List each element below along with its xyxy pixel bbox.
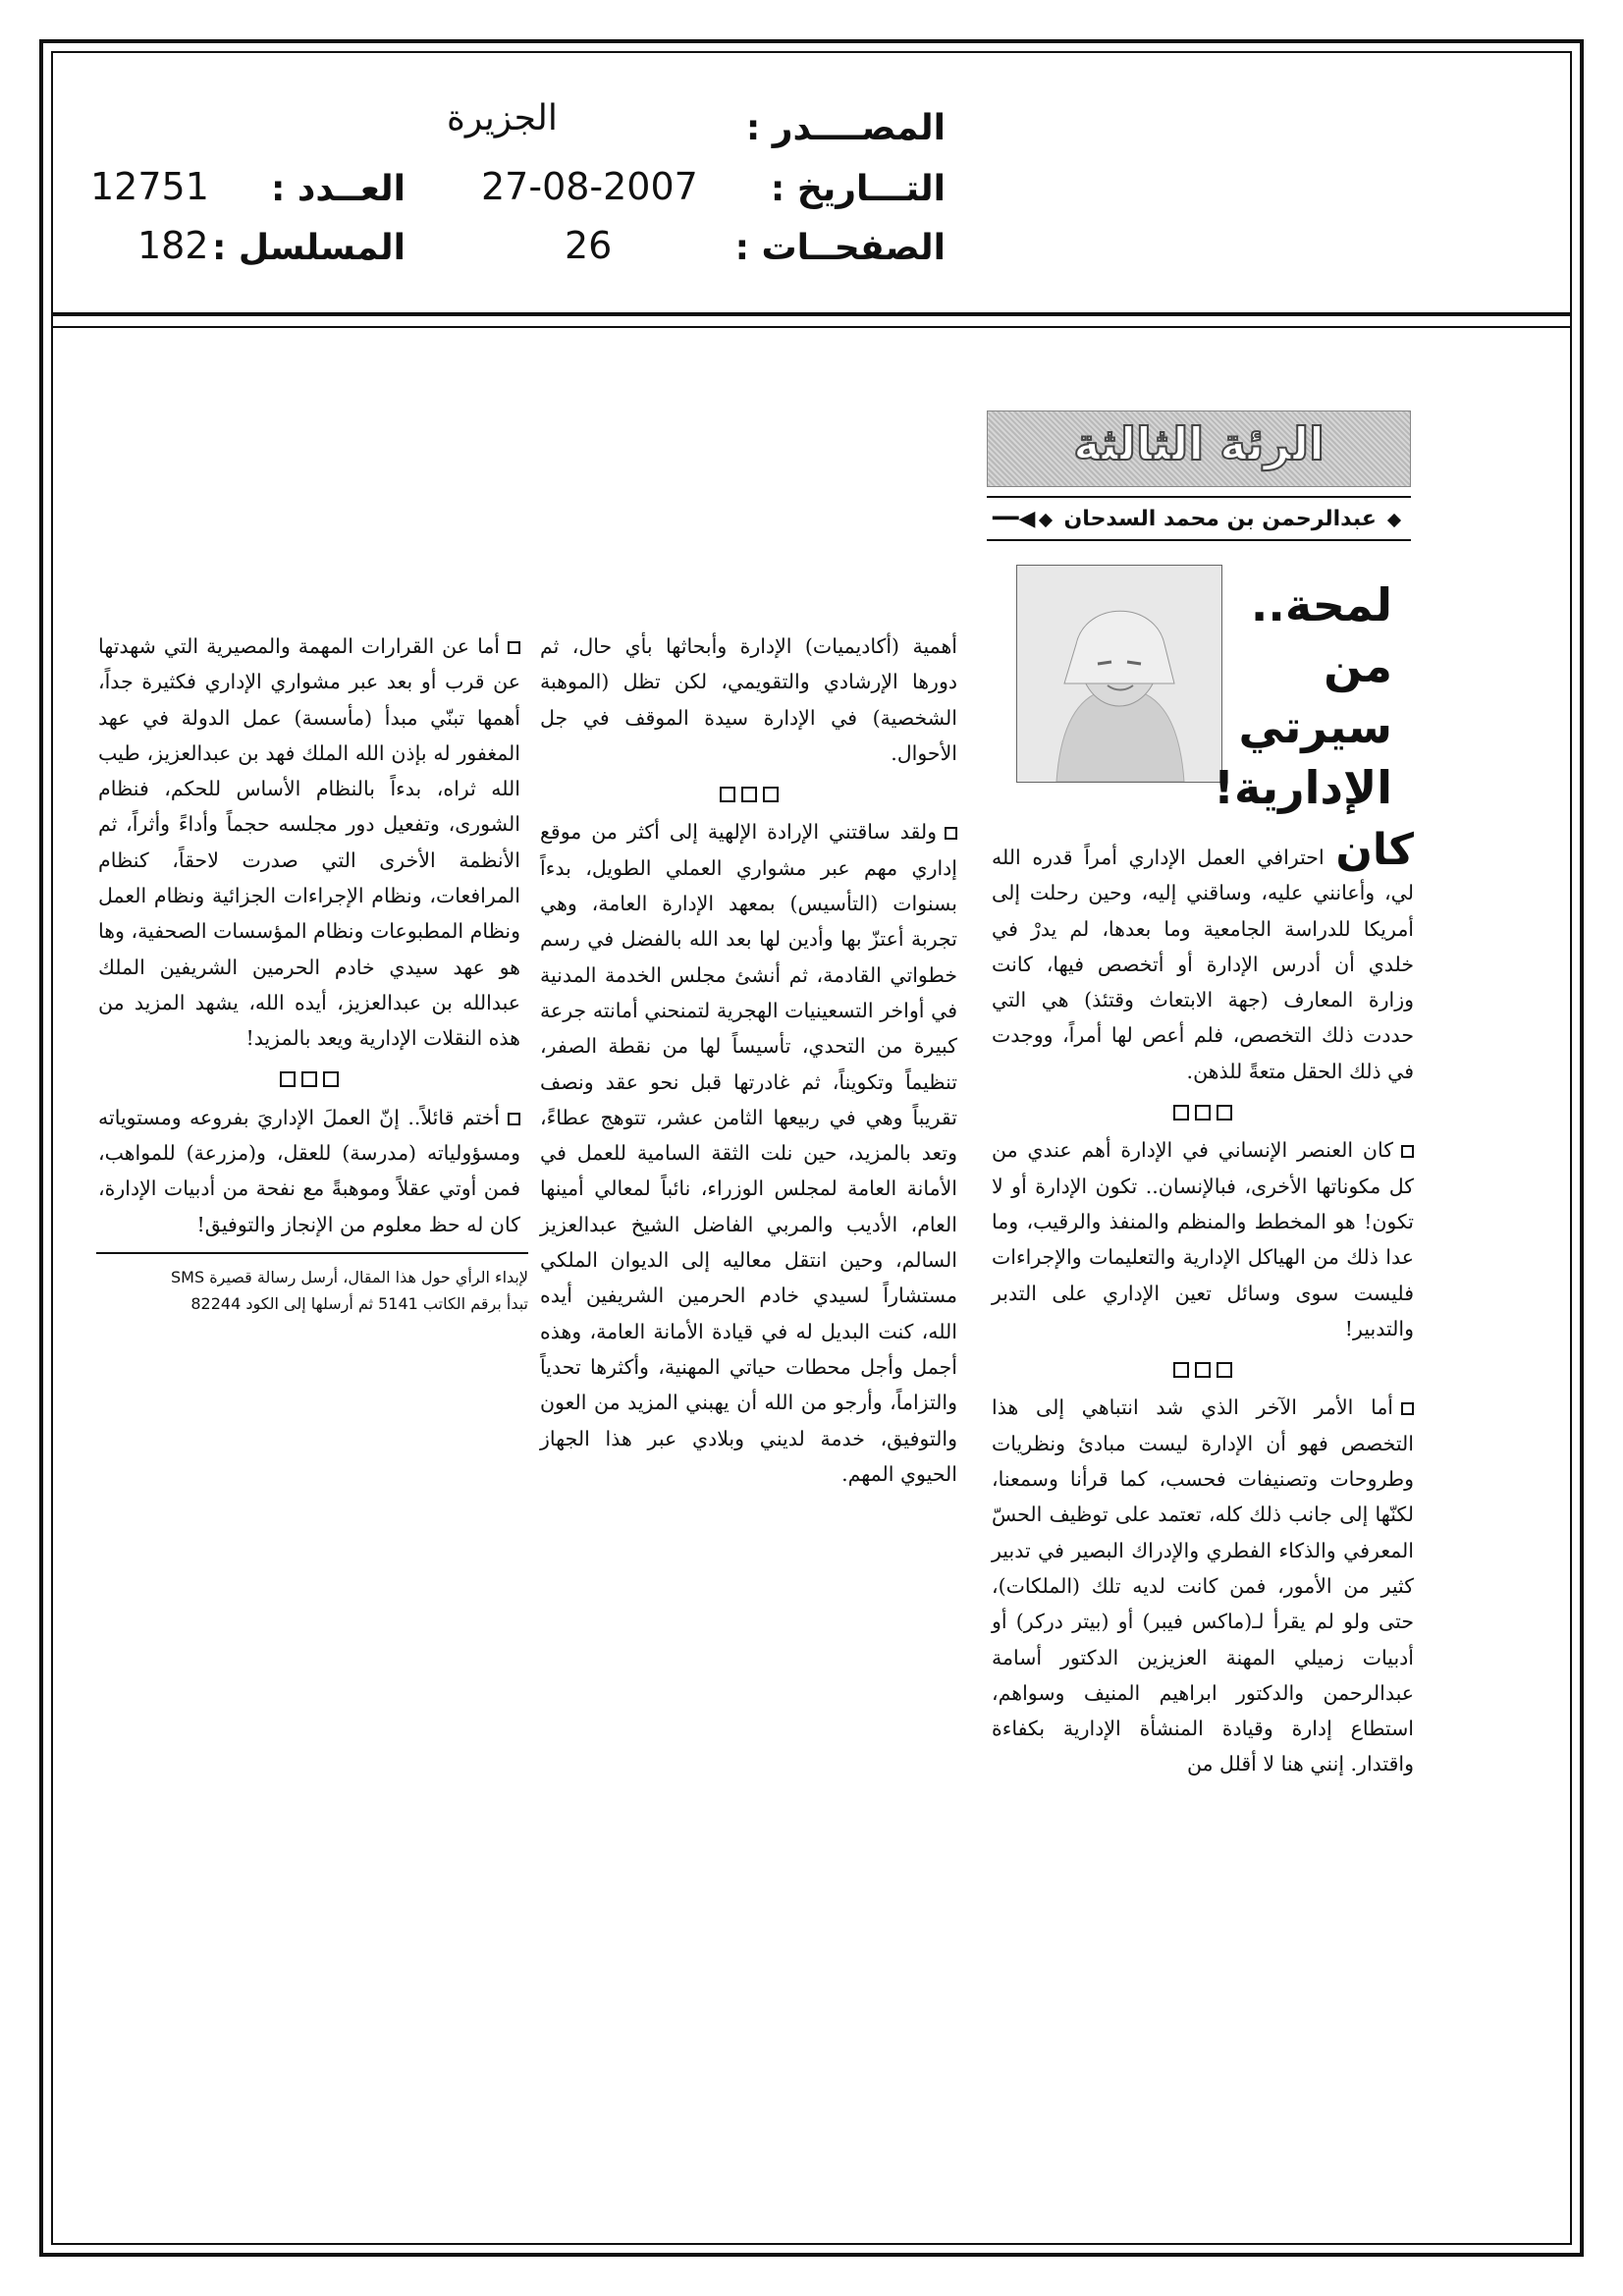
- byline-left-decoration: [993, 507, 1056, 531]
- paragraph: [540, 629, 957, 771]
- paragraph: [992, 1390, 1414, 1781]
- source-value: الجزيرة: [447, 98, 558, 138]
- paragraph: [98, 1100, 520, 1242]
- headline-line-2: الإدارية!: [1213, 761, 1392, 814]
- paragraph-text: أهمية (أكاديميات) الإدارة وأبحاثها بأي حال، ثم دورها الإرشادي والتقويمي، لكن تظل (الموهبة الشخصية) في الإدارة سيدة الموقف في جل الأحوال.: [540, 634, 957, 765]
- section-separator: [992, 1350, 1414, 1386]
- header-divider-thin: [51, 326, 1572, 328]
- paragraph: [992, 825, 1414, 1089]
- bullet-square-icon: [508, 1113, 520, 1125]
- paragraph-text: أما عن القرارات المهمة والمصيرية التي شهدتها عن قرب أو بعد عبر مشواري الإداري فكثيرة جداً، أهمها تبنّي مبدأ (مأسسة) عمل الدولة في عهد المغفور له بإذن الله الملك فهد بن عبدالعزيز، طيب الله ثراه، بدءاً بالنظام الأساس للحكم، فنظام الشورى، وتفعيل دور مجلسه حجماً وأداءً وأثراً، ثم الأنظمة الأخرى التي صدرت لاحقاً، كنظام المرافعات، ونظام الإجراءات الجزائية ونظام العمل ونظام المطبوعات ونظام المؤسسات الصحفية، وها هو عهد سيدي خادم الحرمين الشريفين الملك عبدالله بن عبدالعزيز، أيده الله، يشهد المزيد من هذه النقلات الإدارية ويعد بالمزيد!: [98, 634, 520, 1051]
- paragraph-text: احترافي العمل الإداري أمراً قدره الله لي، وأعانني عليه، وساقني إليه، وحين رحلت إلى أمريكا للدراسة الجامعية وما بعدها، لم يدرْ في خلدي أن أدرس الإدارة أو أتخصص فيها، كانت وزارة المعارف (جهة الابتعاث وقتئذ) هي التي حددت ذلك التخصص، فلم أعص لها أمراً، ووجدت في ذلك الحقل متعةً للذهن.: [992, 846, 1414, 1083]
- date-value: 27-08-2007: [481, 165, 698, 208]
- article-headline: [1213, 574, 1392, 818]
- header-divider: [51, 312, 1572, 316]
- bullet-square-icon: [1401, 1145, 1414, 1158]
- issue-value: 12751: [90, 165, 209, 208]
- section-separator: [540, 775, 957, 810]
- sms-note-line-1: لإبداء الرأي حول هذا المقال، أرسل رسالة قصيرة SMS: [171, 1268, 528, 1286]
- pages-value: 26: [565, 224, 613, 267]
- article-column-2: [540, 629, 957, 1492]
- section-separator: [992, 1093, 1414, 1128]
- section-separator: [98, 1061, 520, 1096]
- sms-note-line-2: تبدأ برقم الكاتب 5141 ثم أرسلها إلى الكود 82244: [190, 1294, 528, 1313]
- article-column-3: [98, 629, 520, 1242]
- author-name: عبدالرحمن بن محمد السدحان: [1063, 506, 1377, 531]
- diamond-icon: [1039, 513, 1053, 526]
- paragraph-text: أما الأمر الآخر الذي شد انتباهي إلى هذا التخصص فهو أن الإدارة ليست مبادئ ونظريات وطروحات وتصنيفات فحسب، كما قرأنا وسمعنا، لكنّها إلى جانب ذلك كله، تعتمد على توظيف الحسّ المعرفي والذكاء الفطري والإدراك البصير في تدبير كثير من الأمور، فمن كانت لديه تلك (الملكات)، حتى ولو لم يقرأ لـ(ماكس فيبر) أو (بيتر دركر) أو أدبيات زميلي المهنة العزيزين الدكتور أسامة عبدالرحمن والدكتور ابراهيم المنيف وسواهم، استطاع إدارة وقيادة المنشأة الإدارية بكفاءة واقتدار. إنني هنا لا أقلل من: [992, 1395, 1414, 1777]
- diamond-icon: [1387, 513, 1401, 526]
- pages-label: الصفحــات :: [734, 228, 946, 268]
- headline-line-1: لمحة.. من سيرتي: [1238, 578, 1392, 753]
- byline-right-decoration: [1383, 507, 1405, 531]
- drop-lead-word: كان: [1335, 825, 1414, 875]
- paragraph: [540, 814, 957, 1492]
- paragraph-text: أختم قائلاً.. إنّ العملَ الإداريَ بفروعه ومستوياته ومسؤولياته (مدرسة) للعقل، و(مزرعة) للمواهب، فمن أوتي عقلاً وموهبةً مع نفحة من أدبيات الإدارة، كان له حظ معلوم من الإنجاز والتوفيق!: [98, 1105, 520, 1236]
- author-portrait-icon: [1017, 566, 1221, 782]
- paragraph-text: كان العنصر الإنساني في الإدارة أهم عندي من كل مكوناتها الأخرى، فبالإنسان.. تكون الإدارة أو لا تكون! هو المخطط والمنظم والمنفذ والرقيب، وما عدا ذلك من الهياكل الإدارية والتعليمات والإجراءات فليست سوى وسائل تعين الإداري على التدبر والتدبير!: [992, 1138, 1414, 1340]
- issue-label: العــدد :: [271, 169, 406, 209]
- date-label: التـــاريخ :: [770, 169, 946, 209]
- serial-value: 182: [137, 224, 209, 267]
- author-byline: [987, 496, 1411, 541]
- sms-note: [96, 1252, 528, 1317]
- paragraph: [98, 629, 520, 1057]
- bullet-square-icon: [508, 641, 520, 654]
- author-photo: [1016, 565, 1222, 783]
- article-column-1: [992, 825, 1414, 1782]
- bullet-square-icon: [945, 827, 957, 840]
- column-banner: [987, 410, 1411, 487]
- source-label: المصــــدر :: [745, 108, 946, 148]
- arrow-left-icon: ◀━━: [993, 506, 1036, 531]
- paragraph-text: ولقد ساقتني الإرادة الإلهية إلى أكثر من موقع إداري مهم عبر مشواري العملي الطويل، بدءاً بسنوات (التأسيس) بمعهد الإدارة العامة، وهي تجربة أعتزّ بها وأدين لها بعد الله بالفضل في رسم خطواتي القادمة، ثم أنشئ مجلس الخدمة المدنية في أواخر التسعينيات الهجرية لتمنحني أمانته جرعة كبيرة من التحدي، تأسيساً لها من نقطة الصفر، تنظيماً وتكويناً، ثم غادرتها قبل نحو عقد ونصف تقريباً وهي في ربيعها الثامن عشر، تتوهج عطاءً، وتعد بالمزيد، حين نلت الثقة السامية للعمل في الأمانة العامة لمجلس الوزراء، نائباً لمعالي أمينها العام، الأديب والمربي الفاضل الشيخ عبدالعزيز السالم، وحين انتقل معاليه إلى الديوان الملكي مستشاراً لسيدي خادم الحرمين الشريفين أيده الله، كنت البديل له في قيادة الأمانة العامة، وهذه أجمل وأجل محطات حياتي المهنية، وأكثرها تحدياً والتزاماً، وأرجو من الله أن يهبني المزيد من العون والتوفيق، خدمة لديني وبلادي عبر هذا الجهاز الحيوي المهم.: [540, 820, 957, 1486]
- column-banner-title: الرئة الثالثة: [1073, 417, 1325, 470]
- paragraph: [992, 1132, 1414, 1346]
- bullet-square-icon: [1401, 1402, 1414, 1415]
- serial-label: المسلسل :: [211, 228, 406, 268]
